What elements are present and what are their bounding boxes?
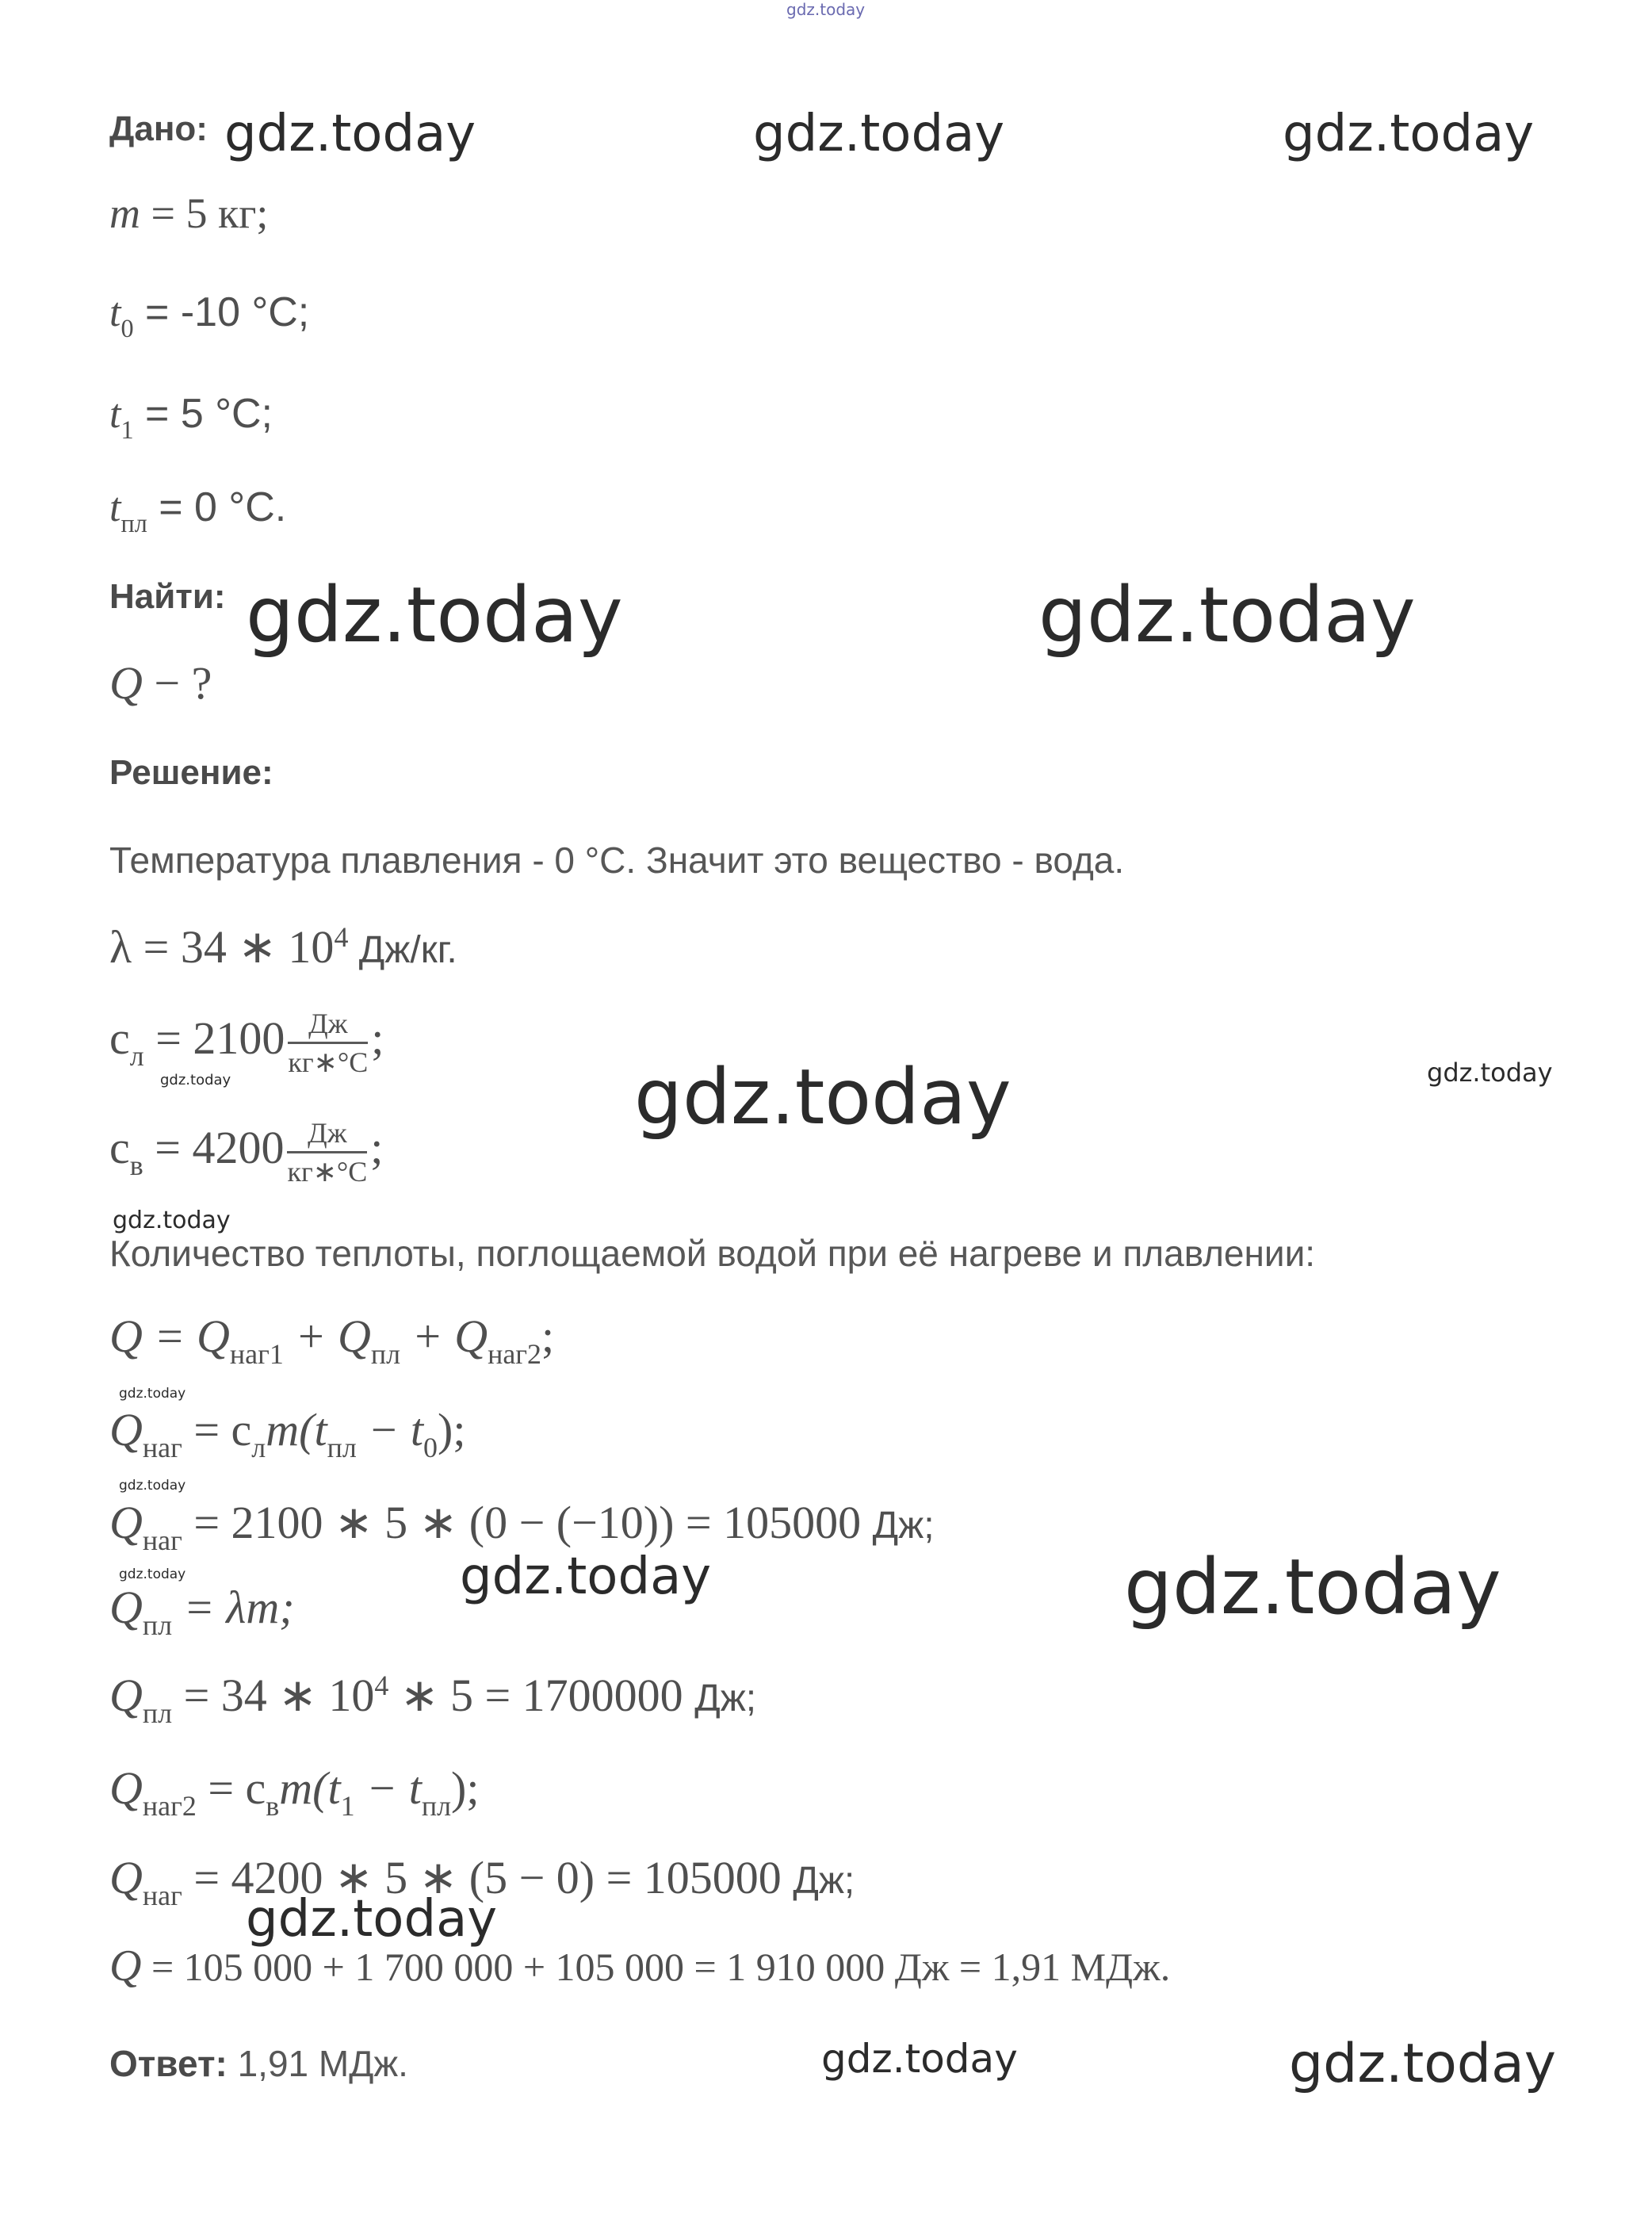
find-Q-rest: − ? <box>142 657 212 709</box>
eq6-end: ); <box>451 1762 480 1814</box>
eq5-c: ∗ 5 = 1700000 <box>388 1670 695 1721</box>
eq3-unit: Дж; <box>872 1505 935 1547</box>
fraction-denominator: кг∗°C <box>288 1046 369 1078</box>
eq4-b: = λm; <box>172 1582 295 1633</box>
var-m: m <box>109 189 140 237</box>
sub-1: 1 <box>120 415 134 444</box>
eq1-b: + Q <box>283 1310 371 1362</box>
eq5-unit: Дж; <box>694 1677 757 1719</box>
sub-0: 0 <box>120 313 134 342</box>
watermark: gdz.today <box>1124 1543 1501 1631</box>
eq6-sub-d: пл <box>421 1790 452 1823</box>
sub-pl: пл <box>120 508 147 537</box>
eq7-sub-a: наг <box>142 1880 182 1912</box>
eq6 <box>109 1761 480 1823</box>
eq2-end: ); <box>438 1404 466 1455</box>
eq5-sup: 4 <box>374 1670 389 1702</box>
fraction-denominator: кг∗°C <box>287 1156 368 1188</box>
eq2-sub-c: пл <box>327 1432 357 1464</box>
lambda-lhs: λ = 34 ∗ 10 <box>109 921 335 973</box>
c-water-line <box>109 1116 383 1188</box>
eq1-sub-b: пл <box>370 1338 401 1371</box>
answer-value: 1,91 МДж. <box>227 2043 408 2084</box>
eq3 <box>109 1495 935 1557</box>
fraction-numerator: Дж <box>287 1116 367 1153</box>
watermark: gdz.today <box>1427 1058 1553 1088</box>
watermark: gdz.today <box>634 1053 1011 1142</box>
eq4-a: Q <box>109 1582 143 1633</box>
eq6-sub-c: 1 <box>340 1790 355 1823</box>
eq2-sub-d: 0 <box>423 1432 438 1464</box>
eq3-a: Q <box>109 1497 143 1548</box>
semicolon: ; <box>371 1012 384 1064</box>
given-title: Дано: <box>109 109 208 148</box>
sub-l: л <box>129 1039 144 1072</box>
given-tpl <box>109 484 287 537</box>
given-t0 <box>109 289 310 342</box>
eq5-a: Q <box>109 1670 143 1721</box>
var-t: t <box>109 485 121 530</box>
watermark: gdz.today <box>224 105 476 163</box>
total-rest: = 105 000 + 1 700 000 + 105 000 = 1 910 000 Дж = 1,91 МДж. <box>141 1945 1171 1989</box>
eq7-a: Q <box>109 1852 143 1903</box>
watermark: gdz.today <box>160 1072 231 1088</box>
eq3-sub-a: наг <box>142 1524 182 1557</box>
eq6-b: = c <box>196 1762 266 1814</box>
lambda-line <box>109 920 457 973</box>
watermark: gdz.today <box>113 1207 231 1234</box>
var-c: c <box>109 1012 130 1064</box>
find-title: Найти: <box>109 577 226 616</box>
watermark: gdz.today <box>460 1547 712 1606</box>
total-Q: Q <box>109 1941 142 1991</box>
melting-text: Температура плавления - 0 °C. Значит это вещество - вода. <box>109 840 1125 881</box>
eq1-end: ; <box>541 1310 555 1362</box>
eq2-c: m(t <box>266 1404 327 1455</box>
watermark: gdz.today <box>753 105 1005 163</box>
eq7-unit: Дж; <box>793 1860 855 1902</box>
watermark: gdz.today <box>119 1478 186 1494</box>
watermark: gdz.today <box>786 0 866 19</box>
eq3-b: = 2100 ∗ 5 ∗ (0 − (−10)) = 105000 <box>182 1497 873 1548</box>
eq5-b: = 34 ∗ 10 <box>172 1670 375 1721</box>
c-water-eq: = 4200 <box>143 1121 285 1173</box>
lambda-unit: Дж/кг. <box>348 929 457 971</box>
eq2-sub-a: наг <box>142 1432 182 1464</box>
eq5-sub-a: пл <box>142 1697 173 1730</box>
eq4 <box>109 1581 295 1642</box>
sup-4: 4 <box>334 921 349 954</box>
watermark: gdz.today <box>1289 2033 1556 2095</box>
var-t: t <box>109 392 121 437</box>
eq1-sub-a: наг1 <box>229 1338 284 1371</box>
eq1 <box>109 1310 555 1371</box>
given-t1-value: = 5 °C; <box>133 391 273 437</box>
unit-fraction <box>288 1007 368 1079</box>
eq6-sub-a: наг2 <box>142 1790 197 1823</box>
eq6-c: m(t <box>279 1762 341 1814</box>
solution-title: Решение: <box>109 753 273 792</box>
var-c: c <box>109 1121 130 1173</box>
watermark: gdz.today <box>1038 571 1416 660</box>
c-ice-line <box>109 1007 384 1079</box>
unit-fraction <box>287 1116 367 1188</box>
eq2 <box>109 1403 466 1464</box>
eq4-sub-a: пл <box>142 1609 173 1642</box>
eq7-b: = 4200 ∗ 5 ∗ (5 − 0) = 105000 <box>182 1852 793 1903</box>
eq6-d: − t <box>354 1762 422 1814</box>
c-ice-eq: = 2100 <box>143 1012 285 1064</box>
eq1-c: + Q <box>400 1310 488 1362</box>
watermark: gdz.today <box>246 571 623 660</box>
eq1-sub-c: наг2 <box>488 1338 542 1371</box>
given-t0-value: = -10 °C; <box>133 289 310 335</box>
find-Q <box>109 656 212 710</box>
eq2-sub-b: л <box>251 1432 266 1464</box>
answer-line <box>109 2042 408 2085</box>
eq2-d: − t <box>356 1404 424 1455</box>
given-t1 <box>109 390 273 444</box>
eq2-a: Q <box>109 1404 143 1455</box>
heat-text: Количество теплоты, поглощаемой водой при её нагреве и плавлении: <box>109 1233 1316 1274</box>
eq5 <box>109 1668 757 1730</box>
eq2-b: = c <box>182 1404 252 1455</box>
semicolon: ; <box>370 1121 384 1173</box>
eq1-a: Q = Q <box>109 1310 230 1362</box>
watermark: gdz.today <box>119 1386 186 1402</box>
sub-v: в <box>129 1149 143 1181</box>
var-t: t <box>109 290 121 335</box>
watermark: gdz.today <box>119 1566 186 1582</box>
watermark: gdz.today <box>246 1890 498 1949</box>
given-mass <box>109 189 268 238</box>
eq6-sub-b: в <box>266 1790 280 1823</box>
watermark: gdz.today <box>1283 105 1535 163</box>
watermark: gdz.today <box>821 2036 1018 2082</box>
given-tpl-value: = 0 °C. <box>147 484 287 530</box>
eq6-a: Q <box>109 1762 143 1814</box>
fraction-numerator: Дж <box>288 1007 368 1044</box>
given-mass-value: = 5 кг; <box>140 189 269 237</box>
var-Q: Q <box>109 657 143 709</box>
answer-label: Ответ: <box>109 2043 228 2084</box>
